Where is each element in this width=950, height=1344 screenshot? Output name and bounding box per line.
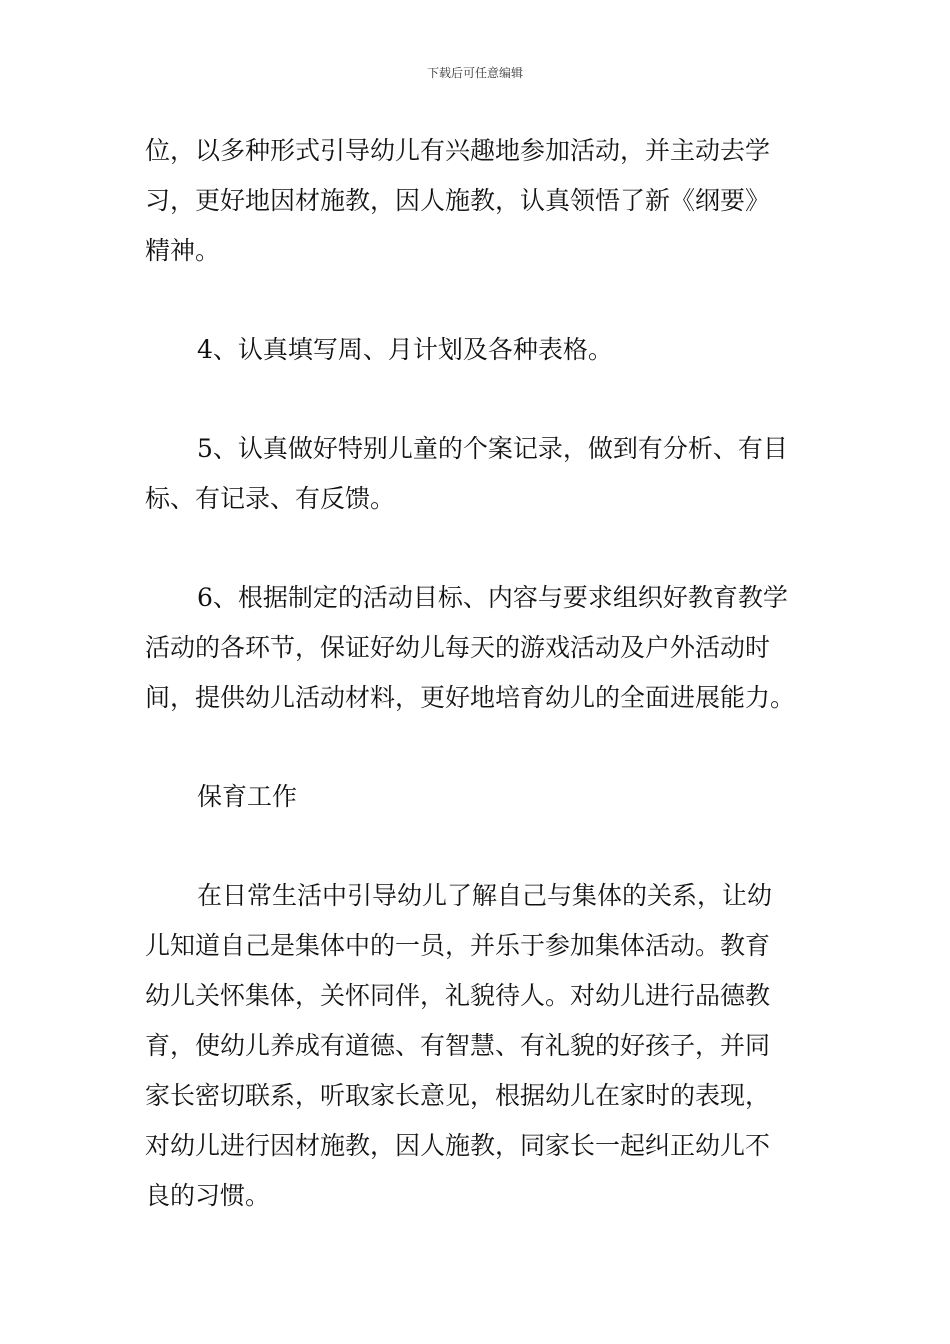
text-line: 在日常生活中引导幼儿了解自己与集体的关系，让幼 [197, 881, 773, 910]
text-line: 4、认真填写周、月计划及各种表格。 [197, 335, 613, 364]
text-line: 精神。 [145, 236, 221, 265]
text-line: 5、认真做好特别儿童的个案记录，做到有分析、有目 [197, 434, 788, 463]
text-line: 保育工作 [197, 782, 298, 811]
text-line: 育，使幼儿养成有道德、有智慧、有礼貌的好孩子，并同 [145, 1031, 771, 1060]
text-line: 良的习惯。 [145, 1181, 271, 1210]
section-heading-care-work [145, 772, 810, 822]
paragraph-daily-life [145, 871, 810, 1221]
text-line: 儿知道自己是集体中的一员，并乐于参加集体活动。教育 [145, 931, 771, 960]
page-header: 下载后可任意编辑 [426, 66, 523, 80]
text-line: 幼儿关怀集体，关怀同伴，礼貌待人。对幼儿进行品德教 [145, 981, 771, 1010]
text-line: 对幼儿进行因材施教，因人施教，同家长一起纠正幼儿不 [145, 1131, 771, 1160]
paragraph-continuation [145, 126, 810, 276]
paragraph-item-6 [145, 573, 810, 723]
text-line: 家长密切联系，听取家长意见，根据幼儿在家时的表现， [145, 1081, 771, 1110]
paragraph-item-5 [145, 424, 810, 524]
text-line: 位，以多种形式引导幼儿有兴趣地参加活动，并主动去学 [145, 136, 771, 165]
text-line: 习，更好地因材施教，因人施教，认真领悟了新《纲要》 [145, 186, 771, 215]
text-line: 间，提供幼儿活动材料，更好地培育幼儿的全面进展能力。 [145, 683, 796, 712]
text-line: 活动的各环节，保证好幼儿每天的游戏活动及户外活动时 [145, 633, 771, 662]
paragraph-item-4 [145, 325, 810, 375]
document-body [145, 126, 810, 1221]
text-line: 6、根据制定的活动目标、内容与要求组织好教育教学 [197, 583, 788, 612]
text-line: 标、有记录、有反馈。 [145, 484, 396, 513]
